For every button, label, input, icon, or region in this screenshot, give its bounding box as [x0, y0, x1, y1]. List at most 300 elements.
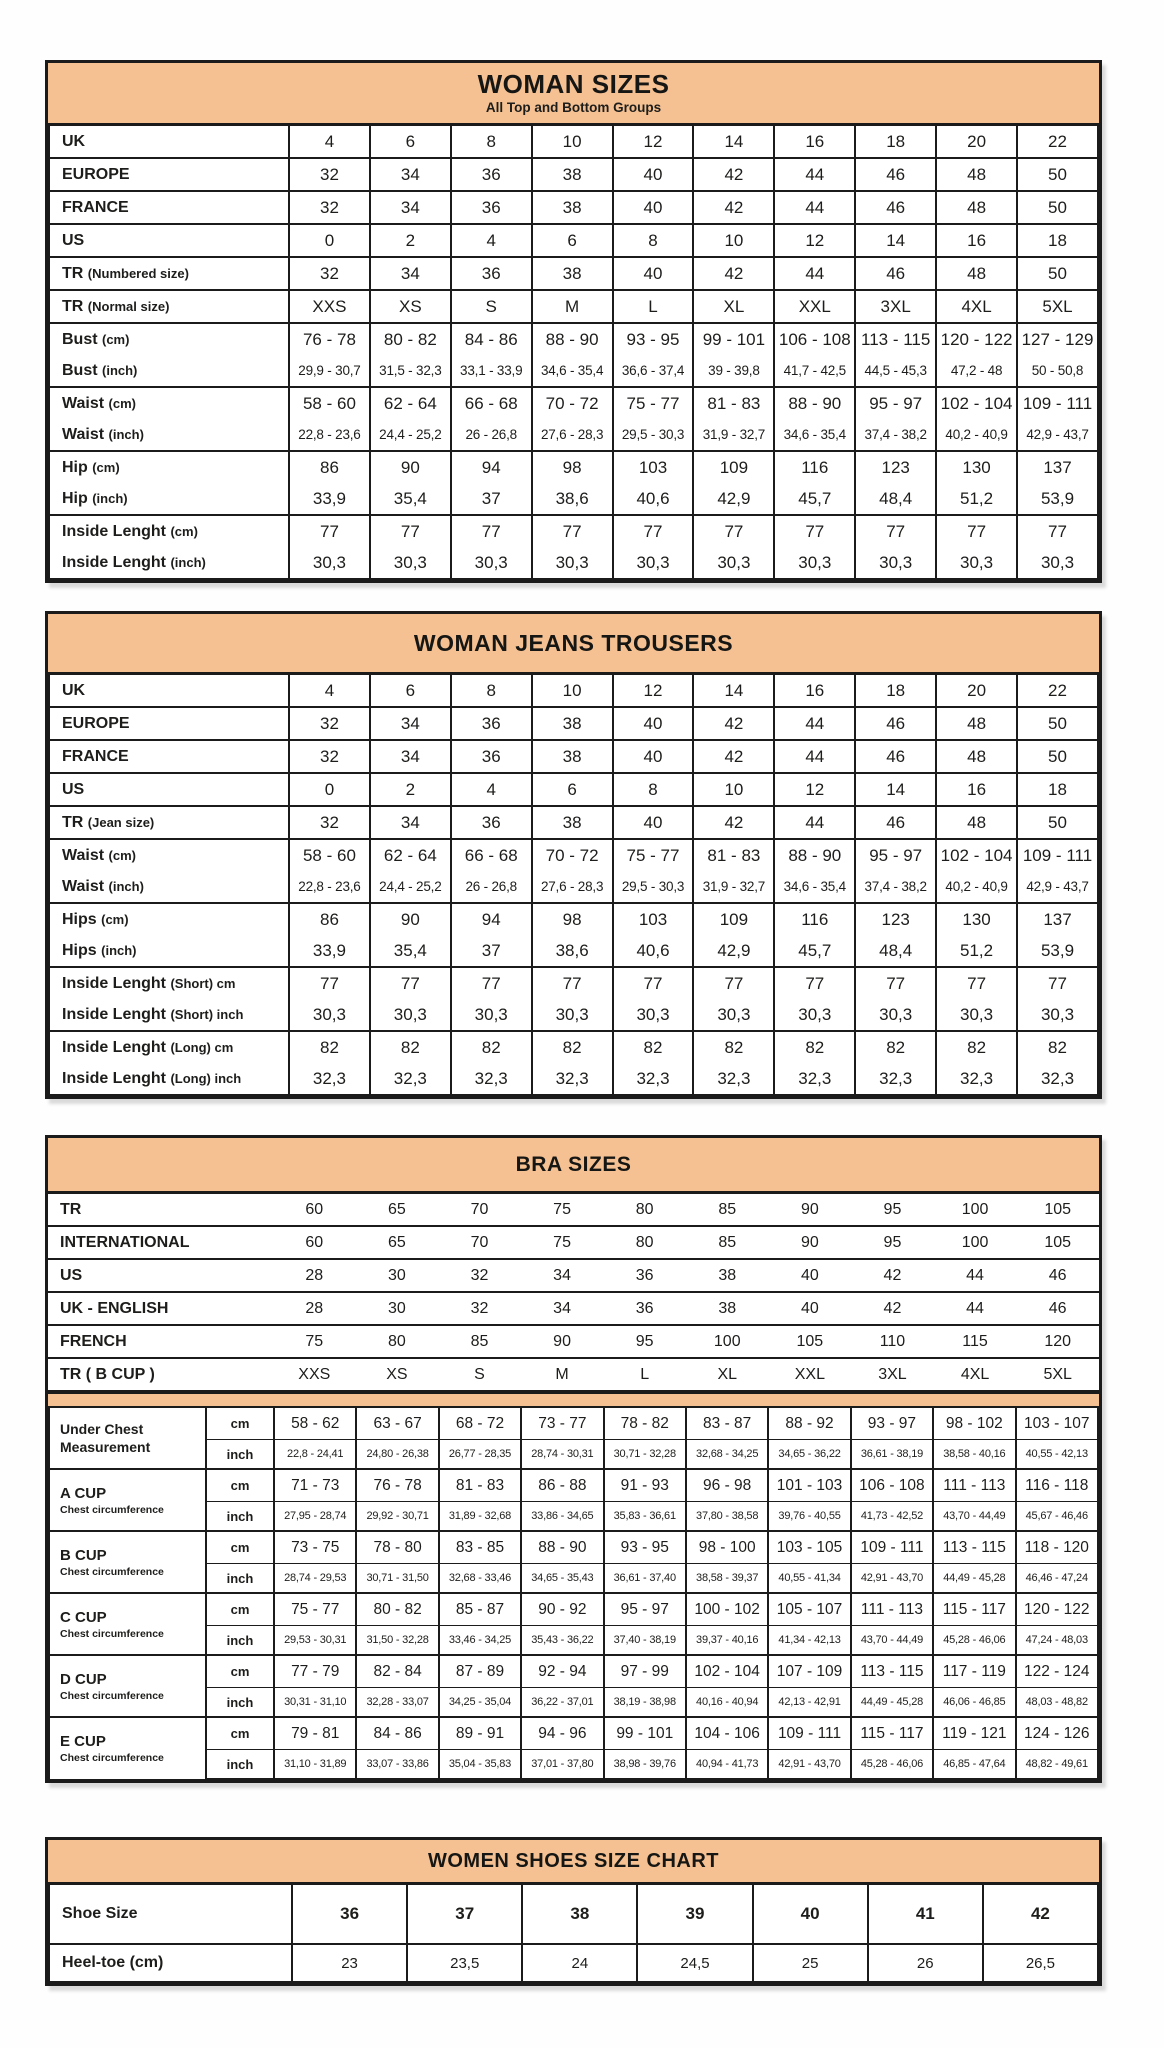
value-cell: 50 — [1017, 806, 1098, 839]
value-cell: 39 - 39,8 — [693, 355, 774, 387]
value-cell: 77 — [289, 515, 370, 547]
value-cell: 24,4 - 25,2 — [370, 871, 451, 903]
value-cell: 118 - 120 — [1016, 1531, 1098, 1564]
value-cell: 38 — [532, 191, 613, 224]
value-cell: 2 — [370, 773, 451, 806]
value-cell: 109 - 111 — [851, 1531, 933, 1564]
value-cell: 77 — [936, 967, 1017, 999]
value-cell: 6 — [532, 224, 613, 257]
value-cell: 46,06 - 46,85 — [933, 1688, 1015, 1718]
row-label: Inside Lenght (cm) — [49, 515, 289, 547]
value-cell: 41 — [868, 1885, 983, 1944]
value-cell: 50 — [1017, 191, 1098, 224]
cup-cm-row — [49, 1469, 1098, 1502]
value-cell: 44 — [774, 707, 855, 740]
value-cell: 109 - 111 — [1017, 839, 1098, 871]
value-cell: 30 — [356, 1259, 439, 1292]
value-cell: 81 - 83 — [439, 1469, 521, 1502]
value-cell: 46 — [855, 257, 936, 290]
unit-label: cm — [206, 1717, 274, 1750]
value-cell: 109 - 111 — [1017, 387, 1098, 419]
table-row — [49, 547, 1098, 579]
table-row — [49, 1063, 1098, 1095]
value-cell: 38 — [532, 806, 613, 839]
value-cell: 86 — [289, 903, 370, 935]
row-label: UK — [49, 126, 289, 158]
row-label: Bust (cm) — [49, 323, 289, 355]
value-cell: 26 — [868, 1944, 983, 1982]
value-cell: 46 — [855, 707, 936, 740]
bra-sizes-header — [48, 1138, 1099, 1194]
value-cell: 22 — [1017, 126, 1098, 158]
value-cell: 32,3 — [1017, 1063, 1098, 1095]
value-cell: 86 — [289, 451, 370, 483]
value-cell: 34 — [370, 806, 451, 839]
value-cell: 80 — [603, 1226, 686, 1259]
value-cell: 46 — [855, 191, 936, 224]
value-cell: 27,95 - 28,74 — [274, 1502, 356, 1532]
unit-label: cm — [206, 1408, 274, 1440]
value-cell: 111 - 113 — [851, 1593, 933, 1626]
value-cell: 30,3 — [855, 999, 936, 1031]
value-cell: 30,3 — [774, 999, 855, 1031]
value-cell: 46 — [855, 740, 936, 773]
value-cell: 8 — [451, 126, 532, 158]
value-cell: 100 — [686, 1325, 769, 1358]
value-cell: 29,92 - 30,71 — [356, 1502, 438, 1532]
value-cell: 42,91 - 43,70 — [851, 1564, 933, 1594]
value-cell: 33,9 — [289, 483, 370, 515]
value-cell: 120 — [1016, 1325, 1099, 1358]
value-cell: 66 - 68 — [451, 839, 532, 871]
value-cell: 116 — [774, 903, 855, 935]
value-cell: 106 - 108 — [774, 323, 855, 355]
value-cell: 43,70 - 44,49 — [933, 1502, 1015, 1532]
table-row — [49, 806, 1098, 839]
value-cell: 87 - 89 — [439, 1655, 521, 1688]
value-cell: 30,3 — [370, 547, 451, 579]
woman-sizes-section — [45, 60, 1102, 583]
value-cell: 40,55 - 41,34 — [768, 1564, 850, 1594]
value-cell: 32,3 — [693, 1063, 774, 1095]
value-cell: 77 — [855, 967, 936, 999]
table-row — [49, 257, 1098, 290]
value-cell: 130 — [936, 451, 1017, 483]
value-cell: 32,28 - 33,07 — [356, 1688, 438, 1718]
value-cell: 34,25 - 35,04 — [439, 1688, 521, 1718]
value-cell: XXS — [273, 1358, 356, 1391]
value-cell: 10 — [532, 675, 613, 707]
value-cell: 31,50 - 32,28 — [356, 1626, 438, 1656]
value-cell: 103 — [613, 903, 694, 935]
value-cell: 44,49 - 45,28 — [933, 1564, 1015, 1594]
value-cell: 14 — [693, 126, 774, 158]
value-cell: 82 — [774, 1031, 855, 1063]
value-cell: 90 — [521, 1325, 604, 1358]
value-cell: 75 - 77 — [613, 387, 694, 419]
value-cell: 77 — [774, 967, 855, 999]
row-label: TR — [48, 1194, 273, 1226]
table-row — [49, 191, 1098, 224]
value-cell: 77 — [370, 515, 451, 547]
value-cell: 34 — [370, 191, 451, 224]
bra-cup-grid — [48, 1408, 1099, 1780]
value-cell: 35,4 — [370, 935, 451, 967]
value-cell: 113 - 115 — [933, 1531, 1015, 1564]
value-cell: 116 — [774, 451, 855, 483]
value-cell: 36 — [451, 257, 532, 290]
value-cell: 77 — [532, 967, 613, 999]
value-cell: 32,3 — [370, 1063, 451, 1095]
value-cell: 50 — [1017, 158, 1098, 191]
value-cell: 77 — [613, 967, 694, 999]
value-cell: 77 — [370, 967, 451, 999]
unit-label: inch — [206, 1750, 274, 1780]
value-cell: 0 — [289, 773, 370, 806]
value-cell: 32,3 — [855, 1063, 936, 1095]
value-cell: 30,3 — [451, 547, 532, 579]
value-cell: 116 - 118 — [1016, 1469, 1098, 1502]
value-cell: 4 — [289, 126, 370, 158]
cup-inch-row — [49, 1626, 1098, 1656]
value-cell: 77 — [532, 515, 613, 547]
value-cell: 35,43 - 36,22 — [521, 1626, 603, 1656]
table-row — [48, 1325, 1099, 1358]
woman-sizes-subtitle: All Top and Bottom Groups — [485, 100, 662, 116]
value-cell: XXS — [289, 290, 370, 323]
value-cell: 81 - 83 — [693, 387, 774, 419]
value-cell: 68 - 72 — [439, 1408, 521, 1440]
value-cell: 93 - 95 — [613, 323, 694, 355]
value-cell: 77 — [613, 515, 694, 547]
value-cell: 36 — [451, 158, 532, 191]
value-cell: 85 — [686, 1194, 769, 1226]
value-cell: 29,5 - 30,3 — [613, 871, 694, 903]
value-cell: 115 - 117 — [851, 1717, 933, 1750]
value-cell: 29,53 - 30,31 — [274, 1626, 356, 1656]
value-cell: 40 — [769, 1292, 852, 1325]
value-cell: 77 — [1017, 515, 1098, 547]
row-label: Hip (inch) — [49, 483, 289, 515]
value-cell: 38,19 - 38,98 — [604, 1688, 686, 1718]
value-cell: 79 - 81 — [274, 1717, 356, 1750]
table-row — [49, 158, 1098, 191]
value-cell: 30,3 — [370, 999, 451, 1031]
value-cell: 42,9 — [693, 483, 774, 515]
value-cell: 30,3 — [1017, 547, 1098, 579]
value-cell: 4XL — [934, 1358, 1017, 1391]
value-cell: 26 - 26,8 — [451, 419, 532, 451]
value-cell: 97 - 99 — [604, 1655, 686, 1688]
value-cell: 32 — [289, 158, 370, 191]
value-cell: 62 - 64 — [370, 839, 451, 871]
value-cell: L — [603, 1358, 686, 1391]
value-cell: 80 - 82 — [356, 1593, 438, 1626]
value-cell: 40 — [613, 707, 694, 740]
value-cell: 40 — [769, 1259, 852, 1292]
value-cell: 80 - 82 — [370, 323, 451, 355]
value-cell: 48,4 — [855, 935, 936, 967]
value-cell: 98 — [532, 451, 613, 483]
value-cell: 34,6 - 35,4 — [774, 419, 855, 451]
value-cell: 42 — [851, 1292, 934, 1325]
value-cell: 10 — [693, 224, 774, 257]
value-cell: 33,1 - 33,9 — [451, 355, 532, 387]
woman-jeans-title: WOMAN JEANS TROUSERS — [413, 629, 734, 656]
value-cell: 102 - 104 — [686, 1655, 768, 1688]
value-cell: L — [613, 290, 694, 323]
value-cell: 40,94 - 41,73 — [686, 1750, 768, 1780]
value-cell: 26 - 26,8 — [451, 871, 532, 903]
value-cell: 50 — [1017, 257, 1098, 290]
value-cell: 30,3 — [1017, 999, 1098, 1031]
value-cell: 123 — [855, 903, 936, 935]
value-cell: 34,65 - 35,43 — [521, 1564, 603, 1594]
value-cell: 36,22 - 37,01 — [521, 1688, 603, 1718]
value-cell: 77 — [774, 515, 855, 547]
row-label: TR (Normal size) — [49, 290, 289, 323]
value-cell: 6 — [370, 675, 451, 707]
value-cell: 30,3 — [855, 547, 936, 579]
value-cell: 77 — [451, 515, 532, 547]
value-cell: 39,37 - 40,16 — [686, 1626, 768, 1656]
value-cell: 26,77 - 28,35 — [439, 1440, 521, 1470]
value-cell: 33,46 - 34,25 — [439, 1626, 521, 1656]
value-cell: 16 — [774, 126, 855, 158]
value-cell: 44 — [934, 1292, 1017, 1325]
value-cell: 36 — [451, 707, 532, 740]
value-cell: 42,9 — [693, 935, 774, 967]
value-cell: 46 — [855, 806, 936, 839]
cup-inch-row — [49, 1502, 1098, 1532]
value-cell: 107 - 109 — [768, 1655, 850, 1688]
value-cell: 40 — [613, 158, 694, 191]
value-cell: 41,34 - 42,13 — [768, 1626, 850, 1656]
value-cell: 84 - 86 — [451, 323, 532, 355]
value-cell: 113 - 115 — [851, 1655, 933, 1688]
shoes-section — [45, 1837, 1102, 1986]
value-cell: 42 — [693, 257, 774, 290]
value-cell: 42,9 - 43,7 — [1017, 871, 1098, 903]
value-cell: 84 - 86 — [356, 1717, 438, 1750]
value-cell: 48 — [936, 806, 1017, 839]
value-cell: 38,58 - 39,37 — [686, 1564, 768, 1594]
cup-label: E CUP Chest circumference — [49, 1717, 206, 1779]
table-row — [49, 999, 1098, 1031]
woman-jeans-section — [45, 611, 1102, 1099]
value-cell: 32,3 — [613, 1063, 694, 1095]
value-cell: 122 - 124 — [1016, 1655, 1098, 1688]
value-cell: 44,5 - 45,3 — [855, 355, 936, 387]
value-cell: 103 — [613, 451, 694, 483]
value-cell: 38 — [686, 1259, 769, 1292]
row-label: Waist (inch) — [49, 871, 289, 903]
value-cell: 45,28 - 46,06 — [851, 1750, 933, 1780]
value-cell: 48,03 - 48,82 — [1016, 1688, 1098, 1718]
value-cell: 88 - 92 — [768, 1408, 850, 1440]
value-cell: 90 — [370, 903, 451, 935]
value-cell: 32,68 - 34,25 — [686, 1440, 768, 1470]
value-cell: 82 — [936, 1031, 1017, 1063]
value-cell: 42 — [693, 191, 774, 224]
value-cell: 66 - 68 — [451, 387, 532, 419]
value-cell: 42,91 - 43,70 — [768, 1750, 850, 1780]
value-cell: 94 — [451, 451, 532, 483]
value-cell: 48 — [936, 740, 1017, 773]
value-cell: 6 — [370, 126, 451, 158]
value-cell: 33,07 - 33,86 — [356, 1750, 438, 1780]
bra-sizes-top-grid — [48, 1194, 1099, 1392]
value-cell: 40,6 — [613, 483, 694, 515]
value-cell: 109 — [693, 903, 774, 935]
value-cell: 115 — [934, 1325, 1017, 1358]
value-cell: XL — [686, 1358, 769, 1391]
cup-label: C CUP Chest circumference — [49, 1593, 206, 1655]
value-cell: 24 — [522, 1944, 637, 1982]
value-cell: 32,3 — [936, 1063, 1017, 1095]
value-cell: 30,3 — [613, 999, 694, 1031]
value-cell: 46,85 - 47,64 — [933, 1750, 1015, 1780]
unit-label: cm — [206, 1531, 274, 1564]
value-cell: 46,46 - 47,24 — [1016, 1564, 1098, 1594]
value-cell: 47,24 - 48,03 — [1016, 1626, 1098, 1656]
value-cell: 22,8 - 23,6 — [289, 419, 370, 451]
cup-cm-row — [49, 1408, 1098, 1440]
bra-sizes-title: BRA SIZES — [515, 1152, 632, 1176]
table-row — [49, 224, 1098, 257]
value-cell: 95 - 97 — [855, 839, 936, 871]
value-cell: 42,9 - 43,7 — [1017, 419, 1098, 451]
value-cell: 39,76 - 40,55 — [768, 1502, 850, 1532]
value-cell: 32,3 — [774, 1063, 855, 1095]
value-cell: 73 - 77 — [521, 1408, 603, 1440]
value-cell: 30 — [356, 1292, 439, 1325]
value-cell: 75 — [521, 1194, 604, 1226]
woman-sizes-grid — [48, 126, 1099, 580]
value-cell: 30,3 — [613, 547, 694, 579]
table-row — [49, 355, 1098, 387]
value-cell: 93 - 97 — [851, 1408, 933, 1440]
value-cell: 48 — [936, 158, 1017, 191]
row-label: Hip (cm) — [49, 451, 289, 483]
value-cell: 18 — [855, 675, 936, 707]
value-cell: 30,3 — [936, 547, 1017, 579]
row-label: FRENCH — [48, 1325, 273, 1358]
value-cell: 123 — [855, 451, 936, 483]
value-cell: 8 — [451, 675, 532, 707]
value-cell: 109 - 111 — [768, 1717, 850, 1750]
value-cell: 8 — [613, 224, 694, 257]
value-cell: 58 - 62 — [274, 1408, 356, 1440]
row-label: US — [49, 224, 289, 257]
value-cell: 88 - 90 — [532, 323, 613, 355]
value-cell: 32 — [289, 806, 370, 839]
value-cell: 36 — [451, 740, 532, 773]
value-cell: 36 — [451, 191, 532, 224]
value-cell: 34 — [521, 1259, 604, 1292]
table-row — [49, 290, 1098, 323]
value-cell: 137 — [1017, 903, 1098, 935]
unit-label: inch — [206, 1564, 274, 1594]
value-cell: 44 — [774, 257, 855, 290]
table-row — [49, 1031, 1098, 1063]
table-row — [49, 1944, 1098, 1982]
value-cell: 60 — [273, 1194, 356, 1226]
cup-label: A CUP Chest circumference — [49, 1469, 206, 1531]
value-cell: 82 — [1017, 1031, 1098, 1063]
value-cell: 14 — [693, 675, 774, 707]
value-cell: 77 - 79 — [274, 1655, 356, 1688]
table-row — [49, 1885, 1098, 1944]
value-cell: 82 — [693, 1031, 774, 1063]
value-cell: 45,28 - 46,06 — [933, 1626, 1015, 1656]
value-cell: 36,61 - 37,40 — [604, 1564, 686, 1594]
row-label: Inside Lenght (Short) cm — [49, 967, 289, 999]
woman-jeans-grid — [48, 675, 1099, 1096]
cup-inch-row — [49, 1564, 1098, 1594]
value-cell: 111 - 113 — [933, 1469, 1015, 1502]
value-cell: 127 - 129 — [1017, 323, 1098, 355]
unit-label: cm — [206, 1655, 274, 1688]
bra-sizes-section — [45, 1135, 1102, 1783]
value-cell: 42 — [983, 1885, 1098, 1944]
table-row — [48, 1292, 1099, 1325]
value-cell: 32,3 — [289, 1063, 370, 1095]
value-cell: 106 - 108 — [851, 1469, 933, 1502]
value-cell: 30,3 — [693, 999, 774, 1031]
value-cell: 32 — [438, 1259, 521, 1292]
value-cell: 90 — [769, 1194, 852, 1226]
value-cell: 86 - 88 — [521, 1469, 603, 1502]
value-cell: 18 — [1017, 773, 1098, 806]
value-cell: 85 - 87 — [439, 1593, 521, 1626]
table-row — [49, 707, 1098, 740]
table-row — [49, 126, 1098, 158]
value-cell: 104 - 106 — [686, 1717, 768, 1750]
cup-cm-row — [49, 1593, 1098, 1626]
unit-label: inch — [206, 1440, 274, 1470]
value-cell: 100 — [934, 1194, 1017, 1226]
value-cell: 34 — [370, 158, 451, 191]
row-label: Shoe Size — [49, 1885, 292, 1944]
cup-cm-row — [49, 1531, 1098, 1564]
value-cell: XS — [356, 1358, 439, 1391]
table-row — [49, 839, 1098, 871]
value-cell: 26,5 — [983, 1944, 1098, 1982]
value-cell: 29,5 - 30,3 — [613, 419, 694, 451]
value-cell: 36,61 - 38,19 — [851, 1440, 933, 1470]
value-cell: 38 — [532, 707, 613, 740]
row-label: US — [49, 773, 289, 806]
table-row — [49, 675, 1098, 707]
row-label: Waist (cm) — [49, 839, 289, 871]
unit-label: inch — [206, 1502, 274, 1532]
value-cell: 89 - 91 — [439, 1717, 521, 1750]
value-cell: 36 — [451, 806, 532, 839]
value-cell: 48,4 — [855, 483, 936, 515]
table-row — [48, 1226, 1099, 1259]
value-cell: 120 - 122 — [936, 323, 1017, 355]
value-cell: 70 — [438, 1194, 521, 1226]
table-row — [49, 871, 1098, 903]
value-cell: 85 — [438, 1325, 521, 1358]
value-cell: 29,9 - 30,7 — [289, 355, 370, 387]
cup-label: B CUP Chest circumference — [49, 1531, 206, 1593]
value-cell: 130 — [936, 903, 1017, 935]
value-cell: 51,2 — [936, 935, 1017, 967]
value-cell: 18 — [855, 126, 936, 158]
table-row — [49, 935, 1098, 967]
